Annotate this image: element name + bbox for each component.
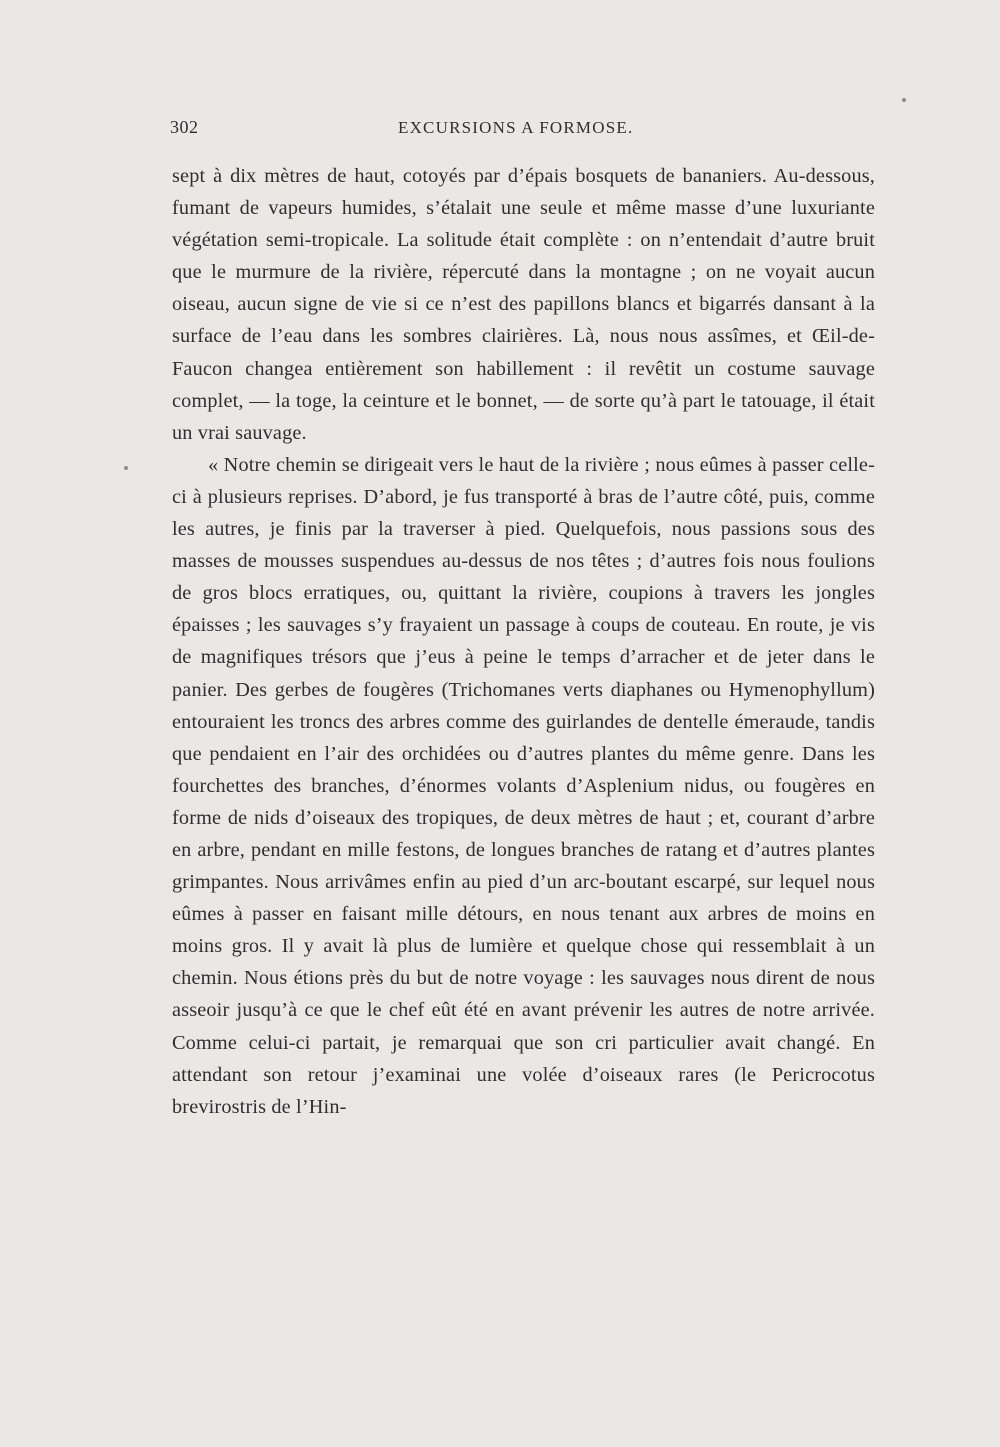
paragraph-1: sept à dix mètres de haut, cotoyés par d’épais bosquets de bananiers. Au-dessous, fumant de vapeurs humides, s’étalait une seule et même masse d’une luxuriante végétation semi-tropicale. La solitude était complète : on n’entendait d’autre bruit que le murmure de la rivière, répercuté dans la montagne ; on ne voyait aucun oiseau, aucun signe de vie si ce n’est des papillons blancs et bigarrés dansant à la surface de l’eau dans les sombres clairières. Là, nous nous assîmes, et Œil-de-Faucon changea entièrement son habillement : il revêtit un costume sauvage complet, — la toge, la ceinture et le bonnet, — de sorte qu’à part le tatouage, il était un vrai sauvage. bbox=[172, 165, 875, 444]
page-speck bbox=[902, 98, 906, 102]
body-text bbox=[172, 160, 875, 1123]
running-head: EXCURSIONS A FORMOSE. bbox=[398, 118, 634, 137]
page-number: 302 bbox=[170, 117, 199, 137]
page-speck bbox=[124, 466, 128, 470]
page-header bbox=[170, 117, 882, 141]
paragraph-2: « Notre chemin se dirigeait vers le haut de la rivière ; nous eûmes à passer celle-ci à plusieurs reprises. D’abord, je fus transporté à bras de l’autre côté, puis, comme les autres, je finis par la traverser à pied. Quelquefois, nous passions sous des masses de mousses suspendues au-dessus de nos têtes ; d’autres fois nous foulions de gros blocs erratiques, ou, quittant la rivière, coupions à travers les jongles épaisses ; les sauvages s’y frayaient un passage à coups de couteau. En route, je vis de magnifiques trésors que j’eus à peine le temps d’arracher et de jeter dans le panier. Des gerbes de fougères (Trichomanes verts diaphanes ou Hymenophyllum) entouraient les troncs des arbres comme des guirlandes de dentelle émeraude, tandis que pendaient en l’air des orchidées ou d’autres plantes du même genre. Dans les fourchettes des branches, d’énormes volants d’Asplenium nidus, ou fougères en forme de nids d’oiseaux des tropiques, de deux mètres de haut ; et, courant d’arbre en arbre, pendant en mille festons, de longues branches de ratang et d’autres plantes grimpantes. Nous arrivâmes enfin au pied d’un arc-boutant escarpé, sur lequel nous eûmes à passer en faisant mille détours, en nous tenant aux arbres de moins en moins gros. Il y avait là plus de lumière et quelque chose qui ressemblait à un chemin. Nous étions près du but de notre voyage : les sauvages nous dirent de nous asseoir jusqu’à ce que le chef eût été en avant prévenir les autres de notre arrivée. Comme celui-ci partait, je remarquai que son cri particulier avait changé. En attendant son retour j’examinai une volée d’oiseaux rares (le Pericrocotus brevirostris de l’Hin- bbox=[172, 453, 875, 1118]
